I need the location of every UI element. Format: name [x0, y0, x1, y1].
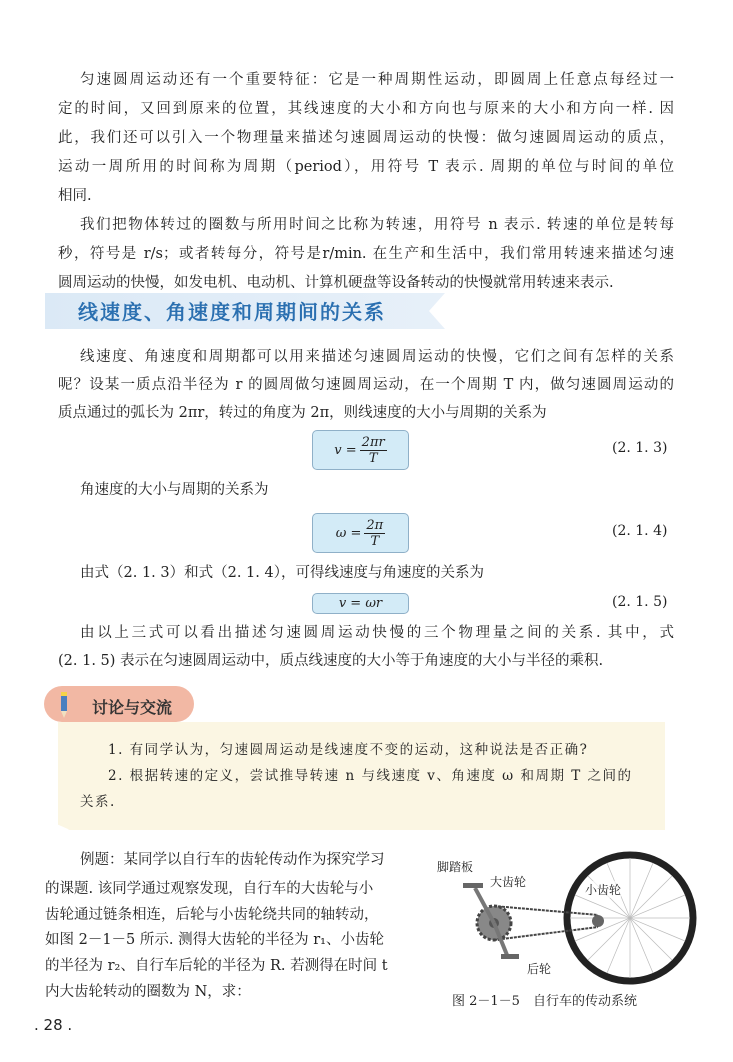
label-pedal: 脚踏板: [437, 860, 474, 874]
paragraph-line: 运动一周所用的时间称为周期（period），用符号 T 表示. 周期的单位与时间的单位: [58, 159, 674, 175]
label-big-gear: 大齿轮: [490, 875, 527, 889]
discussion-item: 2. 根据转速的定义，尝试推导转速 n 与线速度 v、角速度 ω 和周期 T 之间的: [108, 768, 633, 784]
label-small-gear: 小齿轮: [585, 883, 622, 897]
numerator: 2π: [366, 517, 384, 533]
paragraph-line: 角速度的大小与周期的关系为: [80, 482, 269, 498]
page-number: . 28 .: [34, 1016, 73, 1034]
pencil-icon: [58, 692, 70, 718]
discussion-title: 讨论与交流: [92, 698, 173, 717]
example-line: 的半径为 r₂、自行车后轮的半径为 R. 若测得在时间 t: [45, 958, 388, 974]
paragraph-line: 匀速圆周运动还有一个重要特征：它是一种周期性运动，即圆周上任意点每经过一: [80, 72, 674, 88]
paragraph-line: 相同.: [58, 188, 92, 204]
equation-lhs: ω =: [335, 525, 362, 541]
example-line: 齿轮通过链条相连，后轮与小齿轮绕共同的轴转动，: [45, 907, 379, 923]
section-heading: 线速度、角速度和周期间的关系: [78, 300, 386, 324]
equation-number: (2. 1. 4): [612, 523, 668, 539]
bicycle-figure: [435, 843, 707, 985]
example-line: 如图 2－1－5 所示. 测得大齿轮的半径为 r₁、小齿轮: [45, 932, 384, 948]
paragraph-line: 秒，符号是 r/s；或者转每分，符号是r/min. 在生产和生活中，我们常用转速来描述匀速: [58, 246, 674, 262]
figure-caption: 图 2－1－5 自行车的传动系统: [452, 994, 637, 1009]
paragraph-line: 呢？设某一质点沿半径为 r 的圆周做匀速圆周运动，在一个周期 T 内，做匀速圆周运动的: [58, 377, 674, 393]
denominator: T: [368, 450, 378, 466]
example-line: 例题：某同学以自行车的齿轮传动作为探究学习: [80, 852, 385, 868]
example-line: 内大齿轮转动的圈数为 N，求：: [45, 984, 251, 1000]
paragraph-line: 由以上三式可以看出描述匀速圆周运动快慢的三个物理量之间的关系. 其中，式: [80, 625, 674, 641]
equation-number: (2. 1. 3): [612, 440, 668, 456]
equation-2-1-4: [312, 513, 409, 553]
denominator: T: [370, 533, 380, 549]
fraction: [360, 435, 387, 466]
example-line: 的课题. 该同学通过观察发现，自行车的大齿轮与小: [45, 881, 374, 897]
numerator: 2πr: [361, 434, 385, 450]
equation-lhs: v =: [334, 442, 357, 458]
paragraph-line: (2. 1. 5) 表示在匀速圆周运动中，质点线速度的大小等于角速度的大小与半径的乘积.: [58, 653, 604, 669]
paragraph-line: 质点通过的弧长为 2πr，转过的角度为 2π，则线速度的大小与周期的关系为: [58, 405, 547, 421]
bicycle-drive-illustration: [435, 843, 707, 985]
discussion-item: 关系.: [80, 794, 116, 810]
label-rear-wheel: 后轮: [527, 962, 552, 976]
paragraph-line: 我们把物体转过的圈数与所用时间之比称为转速，用符号 n 表示. 转速的单位是转每: [80, 217, 674, 233]
paragraph-line: 由式（2. 1. 3）和式（2. 1. 4），可得线速度与角速度的关系为: [80, 565, 484, 581]
equation-number: (2. 1. 5): [612, 594, 668, 610]
equation-2-1-5: [312, 593, 409, 614]
equation-2-1-3: [312, 430, 409, 470]
fraction: [364, 518, 385, 549]
paragraph-line: 线速度、角速度和周期都可以用来描述匀速圆周运动的快慢，它们之间有怎样的关系: [80, 349, 674, 365]
discussion-item: 1. 有同学认为，匀速圆周运动是线速度不变的运动，这种说法是否正确?: [108, 742, 589, 758]
equation-expression: v = ωr: [338, 596, 383, 611]
paragraph-line: 定的时间，又回到原来的位置，其线速度的大小和方向也与原来的大小和方向一样. 因: [58, 101, 674, 117]
paragraph-line: 此，我们还可以引入一个物理量来描述匀速圆周运动的快慢：做匀速圆周运动的质点，: [58, 130, 674, 146]
paragraph-line: 圆周运动的快慢，如发电机、电动机、计算机硬盘等设备转动的快慢就常用转速来表示.: [58, 275, 614, 291]
